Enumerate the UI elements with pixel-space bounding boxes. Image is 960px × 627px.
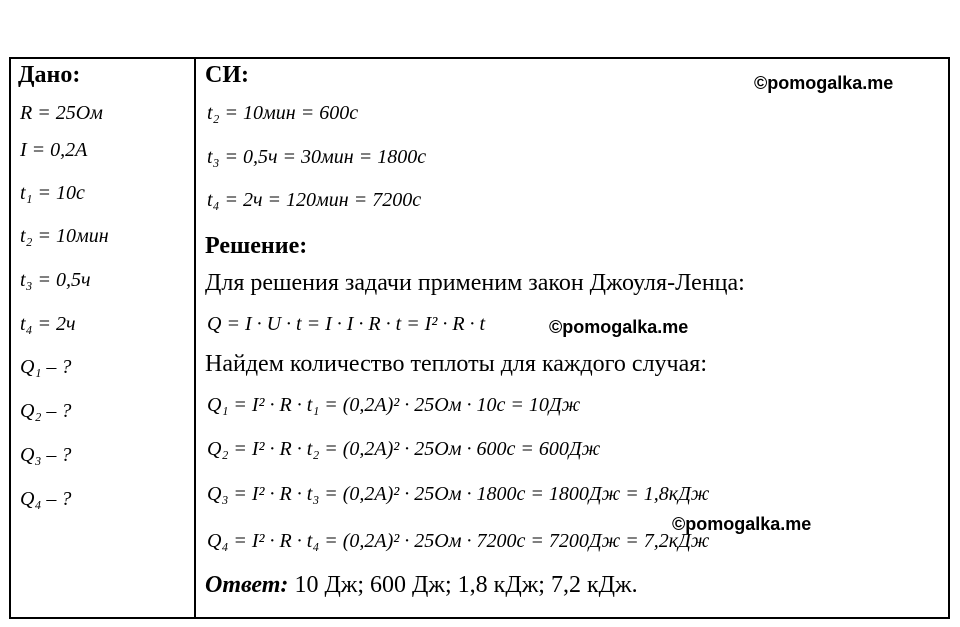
calc-q4: Q₄ = I² · R · t₄ = (0,2A)² · 25Ом · 7200c = 7200Дж = 7,2кДж (207, 530, 710, 552)
unknown-q4: Q₄ – ? (20, 488, 72, 510)
unknown-q2: Q₂ – ? (20, 400, 72, 422)
calc-q1: Q₁ = I² · R · t₁ = (0,2A)² · 25Ом · 10c = 10Дж (207, 394, 581, 416)
given-time-2: t₂ = 10мин (20, 225, 109, 247)
si-conversion-t3: t₃ = 0,5ч = 30мин = 1800с (207, 146, 427, 168)
watermark-top: ©pomogalka.me (754, 73, 894, 93)
answer-text: 10 Дж; 600 Дж; 1,8 кДж; 7,2 кДж. (288, 572, 638, 598)
watermark-middle: ©pomogalka.me (549, 317, 689, 337)
given-current: I = 0,2A (20, 139, 88, 161)
calc-q3: Q₃ = I² · R · t₃ = (0,2A)² · 25Ом · 1800c = 1800Дж = 1,8кДж (207, 483, 710, 505)
solution-step: Найдем количество теплоты для каждого случая: (205, 351, 707, 377)
given-heading: Дано: (18, 62, 81, 88)
calc-q2: Q₂ = I² · R · t₂ = (0,2A)² · 25Ом · 600c = 600Дж (207, 438, 601, 460)
si-conversion-t4: t₄ = 2ч = 120мин = 7200с (207, 189, 422, 211)
column-divider (194, 57, 196, 619)
joule-lenz-formula: Q = I · U · t = I · I · R · t = I² · R · t (207, 313, 486, 335)
si-heading: СИ: (205, 62, 249, 88)
answer (205, 572, 638, 599)
unknown-q3: Q₃ – ? (20, 444, 72, 466)
given-time-3: t₃ = 0,5ч (20, 269, 91, 291)
solution-intro: Для решения задачи применим закон Джоуля-Ленца: (205, 270, 745, 296)
given-time-1: t₁ = 10c (20, 182, 85, 204)
given-time-4: t₄ = 2ч (20, 313, 76, 335)
given-resistance: R = 25Ом (20, 102, 103, 124)
answer-label: Ответ: (205, 572, 289, 598)
solution-heading: Решение: (205, 233, 308, 259)
unknown-q1: Q₁ – ? (20, 356, 72, 378)
si-conversion-t2: t₂ = 10мин = 600с (207, 102, 359, 124)
watermark-bottom: ©pomogalka.me (672, 514, 812, 534)
